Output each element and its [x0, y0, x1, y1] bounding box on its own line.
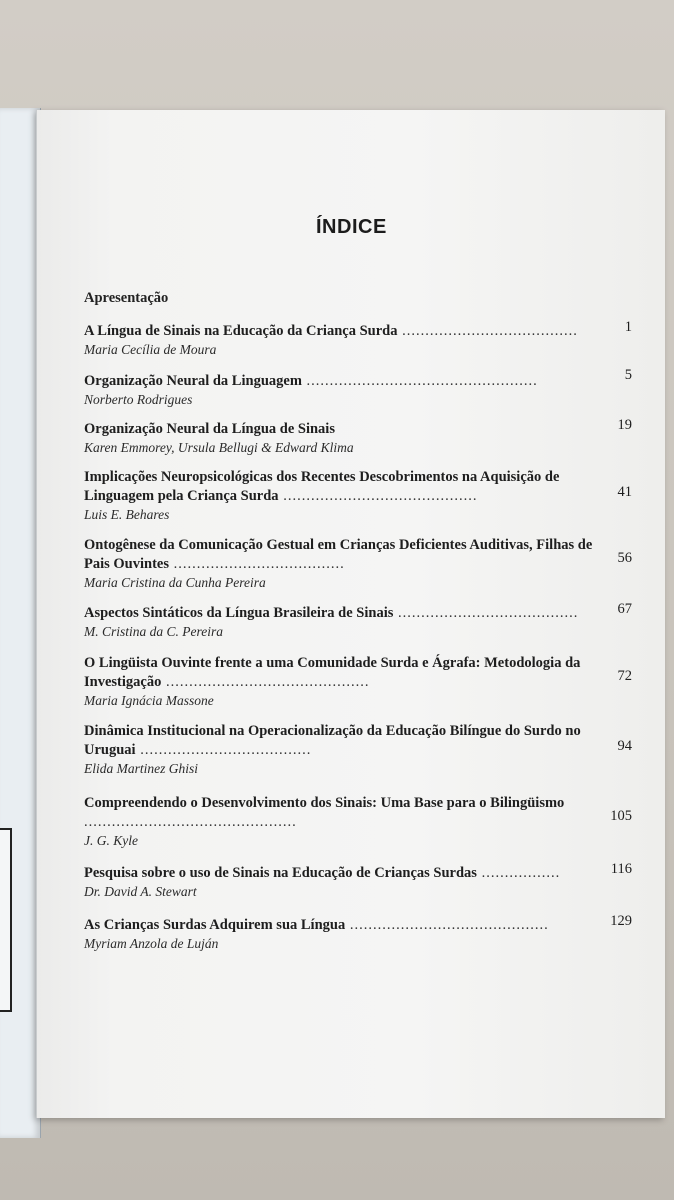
- entry-author: Maria Ignácia Massone: [84, 693, 214, 708]
- toc-entry[interactable]: Organização Neural da Linguagem .................................................. Norberto Rodrigues 5: [84, 372, 644, 409]
- entry-title: O Lingüista Ouvinte frente a uma Comunidade Surda e Ágrafa: Metodologia da Investigação: [84, 655, 581, 690]
- toc-entry[interactable]: Compreendendo o Desenvolvimento dos Sinais: Uma Base para o Bilingüismo .............................................. J. G. Kyle 105: [84, 794, 644, 850]
- entry-author: Dr. David A. Stewart: [84, 884, 197, 899]
- entry-page-number: 129: [610, 913, 632, 929]
- entry-title: As Crianças Surdas Adquirem sua Língua: [84, 917, 346, 933]
- entry-author: Myriam Anzola de Luján: [84, 936, 219, 951]
- entry-title: Pesquisa sobre o uso de Sinais na Educação de Crianças Surdas: [84, 865, 477, 881]
- entry-page-number: 105: [610, 808, 632, 824]
- entry-title: Aspectos Sintáticos da Língua Brasileira de Sinais: [84, 605, 394, 621]
- toc-entry[interactable]: Dinâmica Institucional na Operacionalização da Educação Bilíngue do Surdo no Uruguai ..................................... Elida Martinez Ghisi 94: [84, 722, 644, 778]
- entry-page-number: 72: [617, 668, 632, 684]
- entry-author: Karen Emmorey, Ursula Bellugi & Edward Klima: [84, 440, 354, 455]
- entry-title: Organização Neural da Linguagem: [84, 373, 302, 389]
- toc-entry[interactable]: A Língua de Sinais na Educação da Criança Surda ...................................... Maria Cecília de Moura 1: [84, 322, 644, 359]
- entry-title: Ontogênese da Comunicação Gestual em Crianças Deficientes Auditivas, Filhas de Pais Ouvintes: [84, 537, 593, 572]
- toc-entry[interactable]: Pesquisa sobre o uso de Sinais na Educação de Crianças Surdas ................. Dr. David A. Stewart 116: [84, 864, 644, 901]
- toc-entry[interactable]: [84, 417, 644, 457]
- section-label-apresentacao: Apresentação: [84, 290, 169, 306]
- entry-author: Maria Cristina da Cunha Pereira: [84, 575, 266, 590]
- entry-page-number: 116: [610, 861, 632, 877]
- entry-page-number: 19: [617, 417, 632, 433]
- entry-author: J. G. Kyle: [84, 833, 138, 848]
- toc-entry[interactable]: Aspectos Sintáticos da Língua Brasileira de Sinais ....................................... M. Cristina da C. Pereira 67: [84, 604, 644, 641]
- toc-entry[interactable]: O Lingüista Ouvinte frente a uma Comunidade Surda e Ágrafa: Metodologia da Investigação ............................................ Maria Ignácia Massone 72: [84, 654, 644, 710]
- entry-title: A Língua de Sinais na Educação da Criança Surda: [84, 323, 398, 339]
- entry-title: Organização Neural da Língua de Sinais: [84, 421, 335, 437]
- entry-author: Norberto Rodrigues: [84, 392, 193, 407]
- entry-page-number: 41: [617, 484, 632, 500]
- entry-title: Compreendendo o Desenvolvimento dos Sinais: Uma Base para o Bilingüismo: [84, 795, 565, 811]
- entry-author: Elida Martinez Ghisi: [84, 761, 198, 776]
- entry-page-number: 67: [617, 601, 632, 617]
- entry-author: Maria Cecília de Moura: [84, 342, 217, 357]
- entry-page-number: 5: [624, 367, 632, 383]
- entry-title: Dinâmica Institucional na Operacionalização da Educação Bilíngue do Surdo no Uruguai: [84, 723, 581, 758]
- toc-entry[interactable]: Ontogênese da Comunicação Gestual em Crianças Deficientes Auditivas, Filhas de Pais Ouvintes ..................................... Maria Cristina da Cunha Pereira 56: [84, 536, 644, 592]
- entry-page-number: 94: [617, 738, 632, 754]
- toc-entry[interactable]: Implicações Neuropsicológicas dos Recentes Descobrimentos na Aquisição de Linguagem pela Criança Surda .......................................... Luis E. Behares 41: [84, 468, 644, 524]
- entry-author: Luis E. Behares: [84, 507, 170, 522]
- entry-author: M. Cristina da C. Pereira: [84, 624, 224, 639]
- entry-title: Implicações Neuropsicológicas dos Recentes Descobrimentos na Aquisição de Linguagem pela Criança Surda: [84, 469, 560, 504]
- entry-page-number: 56: [617, 550, 632, 566]
- cover-edge-mark: [0, 828, 12, 1012]
- toc-entry[interactable]: As Crianças Surdas Adquirem sua Língua ........................................... Myriam Anzola de Luján 129: [84, 916, 644, 953]
- entry-page-number: 1: [624, 319, 632, 335]
- page-title: ÍNDICE: [316, 216, 387, 238]
